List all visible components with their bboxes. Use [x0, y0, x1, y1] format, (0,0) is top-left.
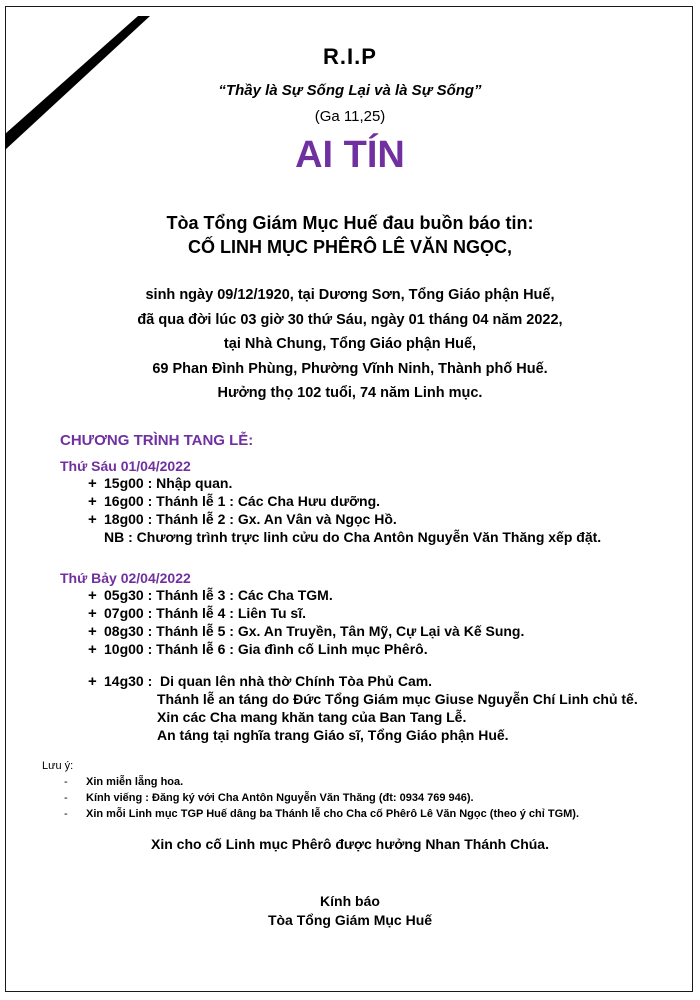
program-title: CHƯƠNG TRÌNH TANG LỄ: — [60, 432, 254, 449]
schedule-detail-line: Xin các Cha mang khăn tang của Ban Tang Lễ. — [157, 709, 467, 725]
notes-label: Lưu ý: — [42, 760, 74, 772]
bio-line: 69 Phan Đình Phùng, Phường Vĩnh Ninh, Thành phố Huế. — [152, 360, 548, 377]
bio-line: sinh ngày 09/12/1920, tại Dương Sơn, Tổng Giáo phận Huế, — [145, 287, 555, 303]
schedule-item: + 07g00 : Thánh lễ 4 : Liên Tu sĩ. — [88, 605, 307, 622]
schedule-item: + 16g00 : Thánh lễ 1 : Các Cha Hưu dưỡng. — [88, 493, 381, 510]
scripture-verse: “Thầy là Sự Sống Lại và là Sự Sống” — [218, 82, 482, 99]
plus-icon: + — [88, 475, 97, 492]
announcement-line: Tòa Tổng Giám Mục Huế đau buồn báo tin: — [166, 213, 534, 233]
schedule-item-final: + 14g30 : — [88, 673, 153, 690]
bio-line: đã qua đời lúc 03 giờ 30 thứ Sáu, ngày 01 tháng 04 năm 2022, — [137, 311, 563, 328]
schedule-item: + 08g30 : Thánh lễ 5 : Gx. An Truyền, Tân Mỹ, Cự Lại và Kế Sung. — [88, 623, 525, 640]
plus-icon: + — [88, 641, 97, 658]
bio-line: Hưởng thọ 102 tuổi, 74 năm Linh mục. — [217, 385, 483, 401]
plus-icon: + — [88, 605, 97, 622]
plus-icon: + — [88, 623, 97, 640]
rip-heading: R.I.P — [323, 44, 377, 69]
day1-title: Thứ Sáu 01/04/2022 — [60, 458, 191, 474]
note-item: - Xin miễn lẵng hoa. — [64, 776, 184, 788]
schedule-detail-line: Di quan lên nhà thờ Chính Tòa Phủ Cam. — [160, 673, 433, 689]
schedule-note: NB : Chương trình trực linh cửu do Cha Antôn Nguyễn Văn Thăng xếp đặt. — [104, 529, 602, 545]
mourning-ribbon — [0, 0, 160, 150]
deceased-name: CỐ LINH MỤC PHÊRÔ LÊ VĂN NGỌC, — [187, 237, 512, 257]
day2-title: Thứ Bảy 02/04/2022 — [60, 570, 191, 586]
schedule-item: + 10g00 : Thánh lễ 6 : Gia đình cố Linh mục Phêrô. — [88, 641, 428, 658]
note-item: - Xin mỗi Linh mục TGP Huế dâng ba Thánh lễ cho Cha cố Phêrô Lê Văn Ngọc (theo ý chỉ TGM). — [64, 808, 580, 820]
plus-icon: + — [88, 587, 97, 604]
schedule-item: + 05g30 : Thánh lễ 3 : Các Cha TGM. — [88, 587, 333, 604]
schedule-item: + 18g00 : Thánh lễ 2 : Gx. An Vân và Ngọc Hồ. — [88, 511, 397, 528]
plus-icon: + — [88, 493, 97, 510]
closing-prayer: Xin cho cố Linh mục Phêrô được hưởng Nhan Thánh Chúa. — [151, 836, 549, 852]
signature-salutation: Kính báo — [320, 893, 380, 909]
biography — [0, 283, 700, 406]
scripture-reference: (Ga 11,25) — [314, 108, 386, 125]
schedule-detail-line: An táng tại nghĩa trang Giáo sĩ, Tổng Giáo phận Huế. — [157, 727, 509, 743]
signature-name: Tòa Tổng Giám Mục Huế — [267, 912, 433, 928]
note-item: - Kính viếng : Đăng ký với Cha Antôn Nguyễn Văn Thăng (đt: 0934 769 946). — [64, 792, 474, 804]
plus-icon: + — [88, 511, 97, 528]
plus-icon: + — [88, 673, 97, 690]
schedule-detail-line: Thánh lễ an táng do Đức Tổng Giám mục Giuse Nguyễn Chí Linh chủ tế. — [157, 691, 638, 707]
bio-line: tại Nhà Chung, Tổng Giáo phận Huế, — [223, 336, 477, 352]
page-title: AI TÍN — [295, 134, 405, 176]
schedule-item: + 15g00 : Nhập quan. — [88, 475, 233, 492]
